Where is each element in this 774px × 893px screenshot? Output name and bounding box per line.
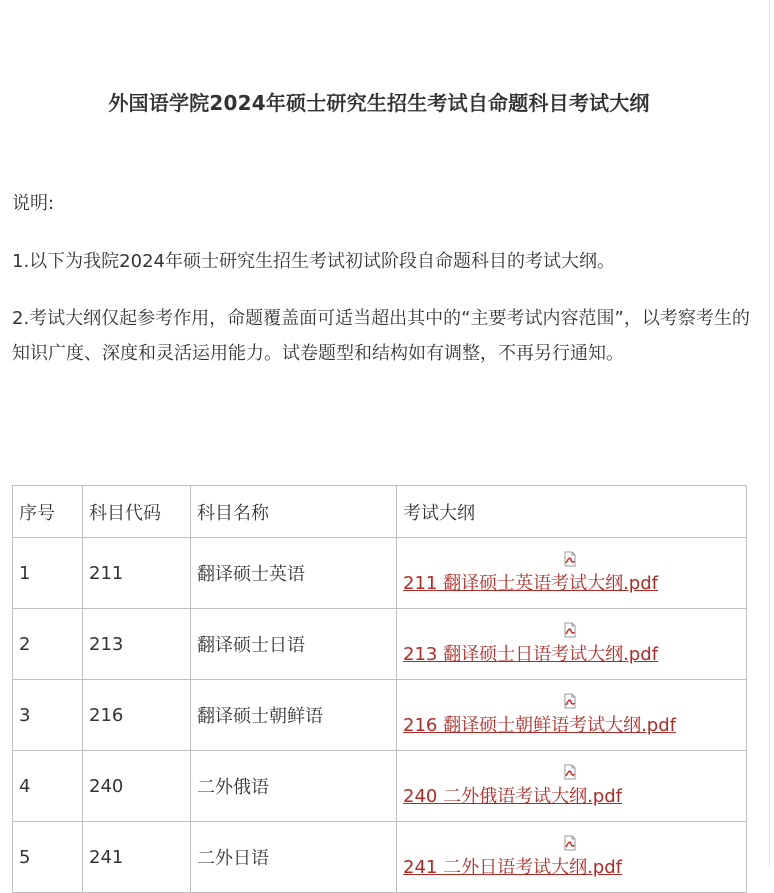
table-row: [13, 538, 747, 609]
table-row: [13, 680, 747, 751]
row-subject-name: 翻译硕士英语: [191, 538, 397, 609]
row-number: 1: [13, 538, 83, 609]
table-row: [13, 609, 747, 680]
header-subject-code: 科目代码: [83, 486, 191, 538]
table-row: [13, 751, 747, 822]
row-syllabus-cell: [397, 609, 747, 680]
row-subject-name: 二外日语: [191, 822, 397, 893]
note-1: 1.以下为我院2024年硕士研究生招生考试初试阶段自命题科目的考试大纲。: [12, 251, 615, 272]
pdf-file-icon: [562, 551, 578, 567]
row-syllabus-cell: [397, 822, 747, 893]
row-subject-name: 翻译硕士日语: [191, 609, 397, 680]
header-number: 序号: [13, 486, 83, 538]
syllabus-file-link[interactable]: 213 翻译硕士日语考试大纲.pdf: [403, 644, 658, 665]
row-subject-code: 213: [83, 609, 191, 680]
syllabus-file-link[interactable]: 241 二外日语考试大纲.pdf: [403, 857, 622, 878]
pdf-file-icon: [562, 835, 578, 851]
row-subject-code: 240: [83, 751, 191, 822]
row-subject-name: 二外俄语: [191, 751, 397, 822]
row-subject-code: 211: [83, 538, 191, 609]
row-number: 3: [13, 680, 83, 751]
table-header-row: [13, 486, 747, 538]
page-title: 外国语学院2024年硕士研究生招生考试自命题科目考试大纲: [108, 91, 650, 116]
pdf-file-icon: [562, 622, 578, 638]
row-subject-code: 216: [83, 680, 191, 751]
row-number: 5: [13, 822, 83, 893]
row-syllabus-cell: [397, 538, 747, 609]
row-syllabus-cell: [397, 751, 747, 822]
syllabus-file-link[interactable]: 211 翻译硕士英语考试大纲.pdf: [403, 573, 658, 594]
syllabus-file-link[interactable]: 216 翻译硕士朝鲜语考试大纲.pdf: [403, 715, 676, 736]
table-row: [13, 822, 747, 893]
syllabus-table: [12, 485, 747, 893]
row-subject-name: 翻译硕士朝鲜语: [191, 680, 397, 751]
row-subject-code: 241: [83, 822, 191, 893]
pdf-file-icon: [562, 693, 578, 709]
page-right-border: [769, 0, 770, 868]
header-syllabus: 考试大纲: [397, 486, 747, 538]
pdf-file-icon: [562, 764, 578, 780]
header-subject-name: 科目名称: [191, 486, 397, 538]
syllabus-file-link[interactable]: 240 二外俄语考试大纲.pdf: [403, 786, 622, 807]
row-number: 2: [13, 609, 83, 680]
row-number: 4: [13, 751, 83, 822]
intro-label: 说明:: [12, 193, 55, 214]
note-2: 2.考试大纲仅起参考作用，命题覆盖面可适当超出其中的“主要考试内容范围”，以考察考生的知识广度、深度和灵活运用能力。试卷题型和结构如有调整，不再另行通知。: [12, 308, 750, 364]
row-syllabus-cell: [397, 680, 747, 751]
